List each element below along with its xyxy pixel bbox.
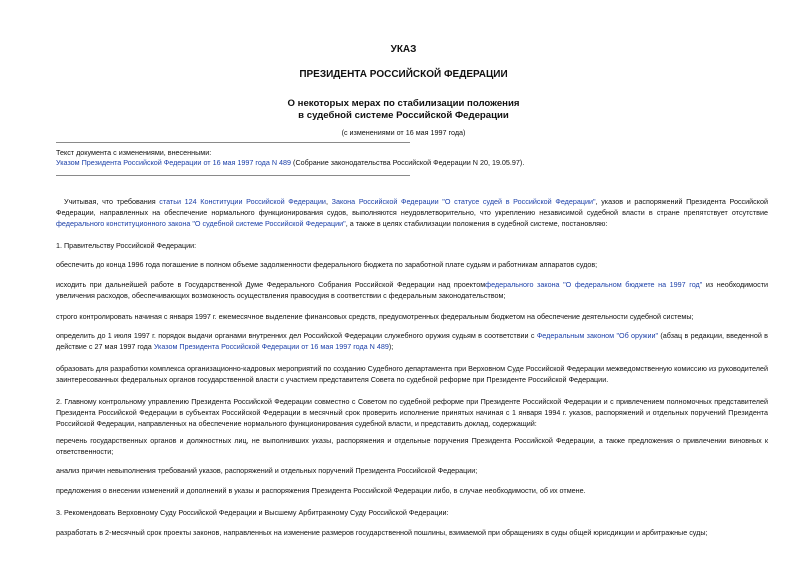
constitution-article-link[interactable]: статьи 124 Конституции Российской Федерации (159, 197, 326, 206)
item-1-clause-budget (56, 279, 768, 301)
decree-issuer: ПРЕЗИДЕНТА РОССИЙСКОЙ ФЕДЕРАЦИИ (299, 69, 508, 80)
weapons-clause-text-1: определить до 1 июля 1997 г. порядок выдачи органами внутренних дел Российской Федерации служебного оружия судьям в соответствии с (56, 331, 537, 340)
judges-status-law-link[interactable]: Закона Российской Федерации "О статусе судей в Российской Федерации" (331, 197, 596, 206)
item-2-paragraph: 2. Главному контрольному управлению Президента Российской Федерации совместно с Советом по судебной реформе при Президенте Российской Федерации и с привлечением полномочных представителей Президента Российской Федерации в субъектах Российской Федерации в месячный срок проверить исполнение принятых начиная с 1 января 1994 г. указов, распоряжений и отдельных поручений Президента Российской Федерации, направленных на обеспечение нормального функционирования судебной власти, и представить доклад, содержащий: (56, 397, 768, 428)
item-3-clause-fees: разработать в 2-месячный срок проекты законов, направленных на изменение размеров государственной пошлины, взимаемой при обращениях в суды общей юрисдикции и арбитражные суды; (56, 528, 708, 537)
modifications-source-text: (Собрание законодательства Российской Федерации N 20, 19.05.97). (291, 158, 525, 167)
judicial-system-law-link[interactable]: федерального конституционного закона "О судебной системе Российской Федерации" (56, 219, 346, 228)
preamble-text-4: , а также в целях стабилизации положения в судебной системе, постановляю: (345, 219, 608, 228)
decree-subject-line2: в судебной системе Российской Федерации (298, 110, 509, 121)
item-1-heading: 1. Правительству Российской Федерации: (56, 241, 197, 250)
modifications-source (56, 158, 756, 168)
amending-decree-link[interactable]: Указом Президента Российской Федерации от 16 мая 1997 года N 489 (56, 158, 292, 167)
modifications-block (56, 148, 756, 168)
budget-clause-text-2: из необходимости увеличения расходов, обеспечивающих возможность осуществления правосудия в соответствии с федеральным законодательством; (56, 280, 768, 300)
weapons-clause-text-3: ); (388, 342, 394, 351)
modifications-intro: Текст документа с изменениями, внесенными: (56, 148, 212, 157)
decree-subject (0, 98, 807, 122)
item-1-clause-weapons (56, 330, 768, 352)
divider-top (56, 142, 410, 143)
decree-subject-line1: О некоторых мерах по стабилизации положения (287, 98, 520, 109)
weapons-clause-text-2: (абзац в редакции, введенной в действие с 27 мая 1997 года (56, 331, 768, 351)
divider-bottom (56, 175, 410, 176)
item-2-clause-analysis: анализ причин невыполнения требований указов, распоряжений и отдельных поручений Президента Российской Федерации; (56, 466, 478, 475)
item-1-clause-control: строго контролировать начиная с января 1997 г. ежемесячное выделение финансовых средств, предусмотренных федеральным бюджетом на обеспечение деятельности судебной системы; (56, 312, 694, 321)
weapons-law-link[interactable]: Федеральным законом "Об оружии" (536, 331, 659, 340)
decree-title: УКАЗ (390, 44, 417, 55)
preamble-text-3: , указов и распоряжений Президента Российской Федерации, направленных на обеспечение нормального функционирования судов, выполняются неудовлетворительно, что укреплению независимой судебной власти в стране препятствует отсутствие (56, 197, 769, 217)
item-3-heading: 3. Рекомендовать Верховному Суду Российской Федерации и Высшему Арбитражному Суду Российской Федерации: (56, 508, 449, 517)
item-2-clause-list: перечень государственных органов и должностных лиц, не выполнивших указы, распоряжения и отдельные поручения Президента Российской Федерации, а также предложения о привлечении виновных к ответственности; (56, 436, 768, 456)
preamble-text-1: Учитывая, что требования (64, 197, 160, 206)
budget-clause-text-1: исходить при дальнейшей работе в Государственной Думе Федерального Собрания Российской Федерации над проектом (56, 280, 486, 289)
budget-law-link[interactable]: федерального закона "О федеральном бюджете на 1997 год" (485, 280, 703, 289)
preamble-text-2: , (325, 197, 332, 206)
item-1-clause-salary: обеспечить до конца 1996 года погашение в полном объеме задолженности федерального бюджета по заработной плате судьям и работникам аппаратов судов; (56, 260, 598, 269)
preamble-paragraph (56, 196, 768, 229)
item-1-clause-commission: образовать для разработки комплекса организационно-кадровых мероприятий по созданию Судебного департамента при Верховном Суде Российской Федерации межведомственную комиссию из руководителей заинтересованных федеральных органов государственной власти с участием представителя Совета по судебной реформе при Президенте Российской Федерации. (56, 364, 768, 384)
amending-decree-link-2[interactable]: Указом Президента Российской Федерации от 16 мая 1997 года N 489 (153, 342, 389, 351)
amendment-note: (с изменениями от 16 мая 1997 года) (341, 128, 466, 137)
item-2-clause-proposals: предложения о внесении изменений и дополнений в указы и распоряжения Президента Российской Федерации либо, в случае необходимости, об их отмене. (56, 486, 586, 495)
